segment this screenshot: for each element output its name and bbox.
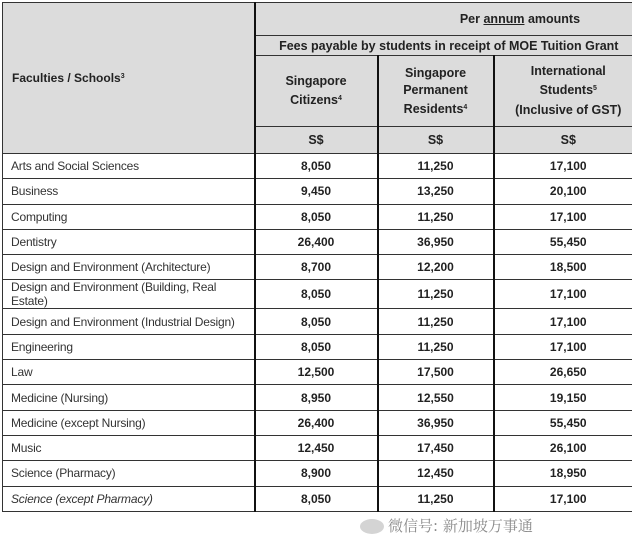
citizens-fee-cell: 8,950: [255, 385, 378, 410]
table-row: [3, 486, 632, 511]
citizens-fee-cell: 12,500: [255, 360, 378, 385]
table-row: [3, 435, 632, 460]
col-header-text: Residents: [403, 101, 464, 116]
intl-fee-cell: 17,100: [494, 309, 632, 334]
faculty-cell: Computing: [3, 204, 255, 229]
faculty-cell: Science (except Pharmacy): [3, 486, 255, 511]
table-row: [3, 334, 632, 359]
citizens-fee-cell: 8,050: [255, 309, 378, 334]
table-row: [3, 179, 632, 204]
faculty-cell: Medicine (Nursing): [3, 385, 255, 410]
pr-fee-cell: 36,950: [378, 229, 494, 254]
col-header-line: International: [530, 64, 606, 78]
faculty-cell: Design and Environment (Building, Real Estate): [3, 280, 255, 309]
footnote-ref: 3: [120, 73, 125, 80]
col-header-line: Singapore: [404, 65, 467, 80]
col-header-line: [379, 99, 493, 118]
currency-intl: S$: [494, 127, 632, 154]
pr-fee-cell: 11,250: [378, 334, 494, 359]
col-header-line: [495, 80, 632, 99]
intl-fee-cell: 55,450: [494, 410, 632, 435]
col-header-intl: [494, 56, 632, 127]
faculties-header-text: Faculties / Schools: [12, 71, 121, 85]
faculty-cell: Medicine (except Nursing): [3, 410, 255, 435]
citizens-fee-cell: 8,050: [255, 280, 378, 309]
table-row: [3, 255, 632, 280]
table-row: [3, 360, 632, 385]
pr-fee-cell: 12,450: [378, 461, 494, 486]
pr-fee-cell: 17,450: [378, 435, 494, 460]
col-header-text: Students: [539, 83, 594, 97]
faculty-cell: Science (Pharmacy): [3, 461, 255, 486]
faculty-cell: Design and Environment (Industrial Design): [3, 309, 255, 334]
intl-fee-cell: 55,450: [494, 229, 632, 254]
citizens-fee-cell: 8,050: [255, 486, 378, 511]
wechat-logo-icon: [360, 519, 384, 534]
table-row: [3, 461, 632, 486]
faculty-cell: Law: [3, 360, 255, 385]
table-row: [3, 204, 632, 229]
col-header-pr: [378, 56, 494, 127]
wechat-watermark: [360, 517, 533, 535]
citizens-fee-cell: 12,450: [255, 435, 378, 460]
pr-fee-cell: 11,250: [378, 154, 494, 179]
col-header-line: Singapore: [285, 74, 347, 88]
footnote-ref: 5: [593, 85, 597, 92]
intl-fee-cell: 26,100: [494, 435, 632, 460]
table-row: [3, 309, 632, 334]
col-header-text: Citizens: [290, 93, 339, 107]
citizens-fee-cell: 8,900: [255, 461, 378, 486]
intl-fee-cell: 17,100: [494, 486, 632, 511]
footnote-ref: 4: [338, 95, 342, 102]
faculty-cell: Engineering: [3, 334, 255, 359]
faculty-cell: Arts and Social Sciences: [3, 154, 255, 179]
intl-fee-cell: 18,950: [494, 461, 632, 486]
faculties-header: [3, 3, 255, 154]
watermark-text: 微信号: 新加坡万事通: [388, 517, 533, 535]
intl-fee-cell: 19,150: [494, 385, 632, 410]
intl-fee-cell: 17,100: [494, 280, 632, 309]
pr-fee-cell: 12,550: [378, 385, 494, 410]
col-header-line: Permanent: [403, 82, 468, 97]
pr-fee-cell: 13,250: [378, 179, 494, 204]
pr-fee-cell: 36,950: [378, 410, 494, 435]
table-row: [3, 154, 632, 179]
faculty-cell: Music: [3, 435, 255, 460]
currency-pr: S$: [378, 127, 494, 154]
intl-fee-cell: 18,500: [494, 255, 632, 280]
col-header-line: [256, 90, 377, 109]
intl-fee-cell: 17,100: [494, 204, 632, 229]
pr-fee-cell: 11,250: [378, 280, 494, 309]
citizens-fee-cell: 26,400: [255, 410, 378, 435]
citizens-fee-cell: 8,700: [255, 255, 378, 280]
citizens-fee-cell: 8,050: [255, 204, 378, 229]
per-annum-underlined: annum: [483, 12, 525, 26]
table-row: [3, 410, 632, 435]
table-row: [3, 229, 632, 254]
faculty-cell: Design and Environment (Architecture): [3, 255, 255, 280]
faculty-cell: Dentistry: [3, 229, 255, 254]
pr-fee-cell: 11,250: [378, 204, 494, 229]
fees-payable-header: Fees payable by students in receipt of MOE Tuition Grant: [255, 36, 632, 56]
table-row: [3, 385, 632, 410]
citizens-fee-cell: 8,050: [255, 334, 378, 359]
pr-fee-cell: 12,200: [378, 255, 494, 280]
citizens-fee-cell: 8,050: [255, 154, 378, 179]
per-annum-suffix: amounts: [524, 12, 581, 26]
per-annum-header: [255, 3, 632, 36]
intl-fee-cell: 26,650: [494, 360, 632, 385]
col-header-citizens: [255, 56, 378, 127]
intl-fee-cell: 17,100: [494, 154, 632, 179]
pr-fee-cell: 11,250: [378, 486, 494, 511]
faculty-cell: Business: [3, 179, 255, 204]
footnote-ref: 4: [463, 103, 468, 111]
intl-fee-cell: 17,100: [494, 334, 632, 359]
intl-fee-cell: 20,100: [494, 179, 632, 204]
table-row: [3, 280, 632, 309]
tuition-fee-table: [2, 2, 632, 512]
per-annum-prefix: Per: [459, 12, 484, 26]
currency-citizens: S$: [255, 127, 378, 154]
citizens-fee-cell: 9,450: [255, 179, 378, 204]
pr-fee-cell: 17,500: [378, 360, 494, 385]
col-header-line: (Inclusive of GST): [515, 103, 622, 117]
citizens-fee-cell: 26,400: [255, 229, 378, 254]
pr-fee-cell: 11,250: [378, 309, 494, 334]
